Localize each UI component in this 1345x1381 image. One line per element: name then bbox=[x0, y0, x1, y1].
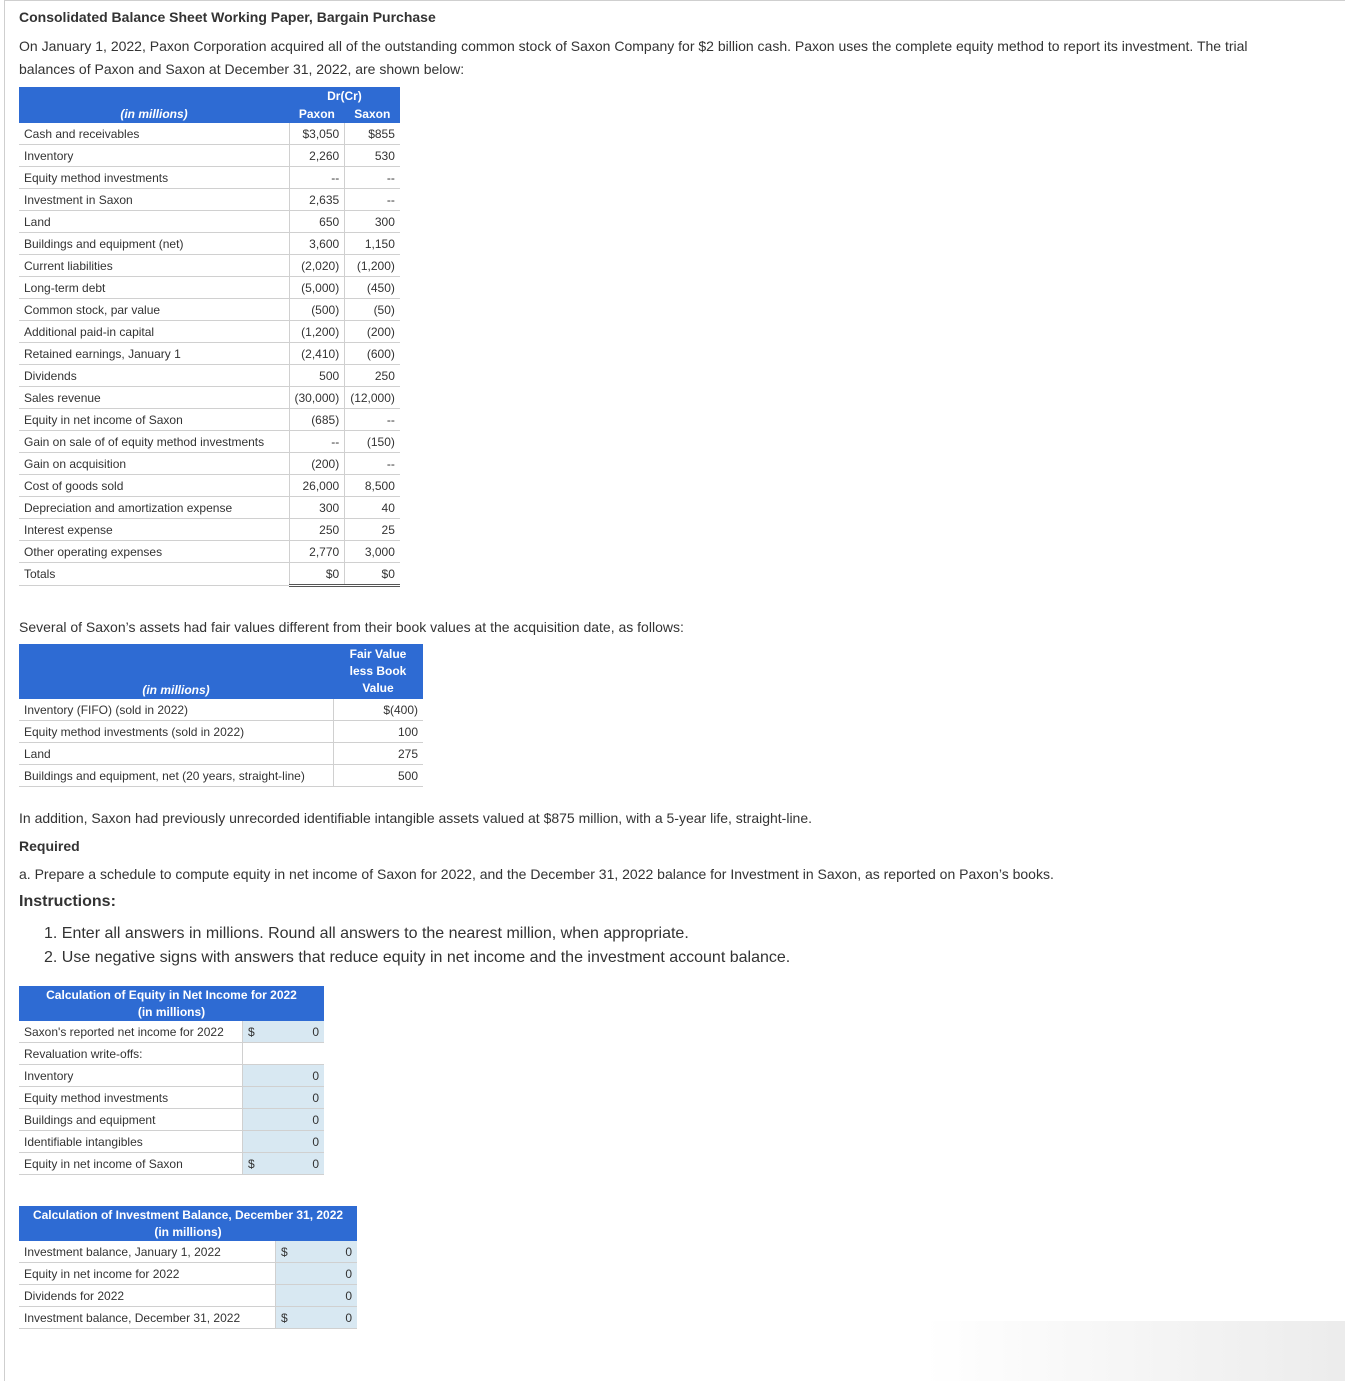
inv-currency: $ bbox=[276, 1307, 296, 1329]
eni-row-label: Saxon's reported net income for 2022 bbox=[19, 1021, 243, 1043]
inv-currency bbox=[276, 1263, 296, 1285]
trial-saxon-value: (450) bbox=[345, 277, 400, 299]
trial-saxon-value: 300 bbox=[345, 211, 400, 233]
eni-currency bbox=[243, 1065, 263, 1087]
trial-paxon-value: $3,050 bbox=[289, 123, 345, 145]
trial-saxon-value: 8,500 bbox=[345, 475, 400, 497]
inv-title: Calculation of Investment Balance, December 31, 2022 bbox=[32, 1207, 344, 1222]
trial-paxon-value: $0 bbox=[289, 563, 345, 586]
trial-row-label: Gain on sale of of equity method investments bbox=[19, 431, 289, 453]
inv-header bbox=[19, 1206, 357, 1241]
fv-header-line-3: Value bbox=[362, 681, 394, 695]
trial-row bbox=[19, 167, 400, 189]
trial-saxon-value: 3,000 bbox=[345, 541, 400, 563]
trial-row-label: Additional paid-in capital bbox=[19, 321, 289, 343]
trial-saxon-value: 250 bbox=[345, 365, 400, 387]
trial-row bbox=[19, 453, 400, 475]
eni-header bbox=[19, 986, 324, 1021]
trial-paxon-value: 500 bbox=[289, 365, 345, 387]
fv-row bbox=[19, 699, 423, 721]
inv-answer-input[interactable]: 0 bbox=[295, 1307, 357, 1329]
trial-saxon-value: (50) bbox=[345, 299, 400, 321]
trial-paxon-value: 2,635 bbox=[289, 189, 345, 211]
trial-saxon-value: 40 bbox=[345, 497, 400, 519]
trial-saxon-value: (12,000) bbox=[345, 387, 400, 409]
eni-row-label: Identifiable intangibles bbox=[19, 1131, 243, 1153]
inv-row-label: Dividends for 2022 bbox=[19, 1285, 276, 1307]
required-heading: Required bbox=[19, 838, 80, 854]
inv-row bbox=[19, 1307, 357, 1329]
trial-row bbox=[19, 541, 400, 563]
trial-balance-table bbox=[19, 87, 400, 587]
eni-row bbox=[19, 1131, 324, 1153]
eni-answer-input[interactable]: 0 bbox=[262, 1153, 324, 1175]
trial-row-label: Totals bbox=[19, 563, 289, 586]
trial-paxon-value: (500) bbox=[289, 299, 345, 321]
eni-answer-input[interactable]: 0 bbox=[262, 1021, 324, 1043]
trial-row-label: Dividends bbox=[19, 365, 289, 387]
trial-row-label: Cash and receivables bbox=[19, 123, 289, 145]
trial-paxon-value: 2,770 bbox=[289, 541, 345, 563]
eni-row-label: Equity method investments bbox=[19, 1087, 243, 1109]
trial-row-label: Inventory bbox=[19, 145, 289, 167]
eni-row bbox=[19, 1043, 324, 1065]
eni-units: (in millions) bbox=[137, 1004, 206, 1019]
trial-row bbox=[19, 519, 400, 541]
eni-answer-input[interactable]: 0 bbox=[262, 1087, 324, 1109]
trial-saxon-value: -- bbox=[345, 189, 400, 211]
trial-paxon-value: 26,000 bbox=[289, 475, 345, 497]
equity-income-table bbox=[19, 986, 324, 1175]
intangibles-text: In addition, Saxon had previously unrecorded identifiable intangible assets valued at $875 million, with a 5-year life, straight-line. bbox=[19, 810, 813, 826]
trial-row bbox=[19, 123, 400, 145]
trial-row-label: Gain on acquisition bbox=[19, 453, 289, 475]
inv-answer-input[interactable]: 0 bbox=[295, 1241, 357, 1263]
trial-paxon-value: 300 bbox=[289, 497, 345, 519]
eni-row-label: Revaluation write-offs: bbox=[19, 1043, 243, 1065]
fv-row-label: Equity method investments (sold in 2022) bbox=[19, 721, 333, 743]
trial-row bbox=[19, 497, 400, 519]
eni-row-label: Buildings and equipment bbox=[19, 1109, 243, 1131]
fv-units-header: (in millions) bbox=[142, 683, 210, 697]
inv-row bbox=[19, 1241, 357, 1263]
eni-currency: $ bbox=[243, 1021, 263, 1043]
inv-row bbox=[19, 1285, 357, 1307]
trial-paxon-value: (5,000) bbox=[289, 277, 345, 299]
trial-paxon-value: 250 bbox=[289, 519, 345, 541]
trial-saxon-value: (1,200) bbox=[345, 255, 400, 277]
eni-currency: $ bbox=[243, 1153, 263, 1175]
fv-row-label: Land bbox=[19, 743, 333, 765]
trial-paxon-value: (2,410) bbox=[289, 343, 345, 365]
eni-row-label: Inventory bbox=[19, 1065, 243, 1087]
fv-row-value: 100 bbox=[333, 721, 423, 743]
trial-row bbox=[19, 365, 400, 387]
trial-paxon-value: (2,020) bbox=[289, 255, 345, 277]
eni-currency bbox=[243, 1043, 263, 1065]
trial-paxon-value: (1,200) bbox=[289, 321, 345, 343]
fv-row-value: 275 bbox=[333, 743, 423, 765]
dr-cr-header: Dr(Cr) bbox=[327, 89, 362, 103]
instruction-1: 1. Enter all answers in millions. Round all answers to the nearest million, when appropriate. bbox=[44, 925, 689, 942]
trial-paxon-value: (30,000) bbox=[289, 387, 345, 409]
trial-saxon-value: 530 bbox=[345, 145, 400, 167]
eni-row bbox=[19, 1109, 324, 1131]
instructions-heading: Instructions: bbox=[19, 893, 116, 910]
units-header: (in millions) bbox=[120, 107, 188, 121]
trial-row-label: Other operating expenses bbox=[19, 541, 289, 563]
requirement-a: a. Prepare a schedule to compute equity in net income of Saxon for 2022, and the December 31, 2022 balance for Investment in Saxon, as reported on Paxon’s books. bbox=[19, 866, 1054, 882]
paxon-header: Paxon bbox=[298, 107, 335, 121]
trial-row bbox=[19, 277, 400, 299]
trial-row bbox=[19, 189, 400, 211]
trial-paxon-value: (200) bbox=[289, 453, 345, 475]
trial-paxon-value: -- bbox=[289, 167, 345, 189]
trial-paxon-value: 2,260 bbox=[289, 145, 345, 167]
eni-row bbox=[19, 1153, 324, 1175]
inv-answer-input[interactable]: 0 bbox=[295, 1263, 357, 1285]
fv-row bbox=[19, 743, 423, 765]
trial-row-label: Land bbox=[19, 211, 289, 233]
trial-saxon-value: -- bbox=[345, 453, 400, 475]
trial-paxon-value: 650 bbox=[289, 211, 345, 233]
saxon-header: Saxon bbox=[354, 107, 391, 121]
trial-row-label: Current liabilities bbox=[19, 255, 289, 277]
trial-row bbox=[19, 431, 400, 453]
trial-paxon-value: -- bbox=[289, 431, 345, 453]
trial-row-label: Retained earnings, January 1 bbox=[19, 343, 289, 365]
fv-row bbox=[19, 765, 423, 787]
trial-row bbox=[19, 475, 400, 497]
page-shadow bbox=[925, 1321, 1345, 1381]
trial-row bbox=[19, 387, 400, 409]
inv-row-label: Investment balance, January 1, 2022 bbox=[19, 1241, 276, 1263]
eni-answer-input bbox=[262, 1043, 324, 1065]
eni-row bbox=[19, 1021, 324, 1043]
inv-answer-input[interactable]: 0 bbox=[295, 1285, 357, 1307]
trial-row bbox=[19, 233, 400, 255]
trial-row bbox=[19, 409, 400, 431]
fair-value-table bbox=[19, 644, 423, 787]
trial-saxon-value: 1,150 bbox=[345, 233, 400, 255]
investment-balance-table bbox=[19, 1206, 357, 1329]
trial-row-label: Common stock, par value bbox=[19, 299, 289, 321]
trial-paxon-value: (685) bbox=[289, 409, 345, 431]
eni-row-label: Equity in net income of Saxon bbox=[19, 1153, 243, 1175]
inv-units: (in millions) bbox=[154, 1224, 222, 1239]
inv-row-label: Investment balance, December 31, 2022 bbox=[19, 1307, 276, 1329]
trial-saxon-value: (600) bbox=[345, 343, 400, 365]
trial-row-label: Investment in Saxon bbox=[19, 189, 289, 211]
intro-paragraph bbox=[19, 35, 1329, 81]
eni-answer-input[interactable]: 0 bbox=[262, 1065, 324, 1087]
trial-row-label: Buildings and equipment (net) bbox=[19, 233, 289, 255]
fv-row-value: 500 bbox=[333, 765, 423, 787]
eni-currency bbox=[243, 1131, 263, 1153]
trial-row bbox=[19, 145, 400, 167]
fv-row bbox=[19, 721, 423, 743]
trial-saxon-value: (200) bbox=[345, 321, 400, 343]
fv-row-label: Buildings and equipment, net (20 years, straight-line) bbox=[19, 765, 333, 787]
trial-row bbox=[19, 299, 400, 321]
fv-row-value: $(400) bbox=[333, 699, 423, 721]
fv-header-line-1: Fair Value bbox=[349, 647, 407, 661]
fv-value-header bbox=[333, 644, 423, 699]
eni-answer-input[interactable]: 0 bbox=[262, 1131, 324, 1153]
inv-currency: $ bbox=[276, 1241, 296, 1263]
instructions-list bbox=[44, 922, 790, 970]
eni-title: Calculation of Equity in Net Income for 2022 bbox=[46, 987, 297, 1002]
trial-row-label: Cost of goods sold bbox=[19, 475, 289, 497]
fair-value-intro: Several of Saxon’s assets had fair values different from their book values at the acquisition date, as follows: bbox=[19, 619, 684, 635]
inv-currency bbox=[276, 1285, 296, 1307]
trial-row bbox=[19, 255, 400, 277]
page-title: Consolidated Balance Sheet Working Paper, Bargain Purchase bbox=[19, 9, 436, 25]
trial-saxon-value: -- bbox=[345, 409, 400, 431]
trial-saxon-value: 25 bbox=[345, 519, 400, 541]
eni-answer-input[interactable]: 0 bbox=[262, 1109, 324, 1131]
trial-row-label: Equity method investments bbox=[19, 167, 289, 189]
trial-saxon-value: $0 bbox=[345, 563, 400, 586]
instruction-2: 2. Use negative signs with answers that reduce equity in net income and the investment account balance. bbox=[44, 949, 791, 966]
intro-line-1: On January 1, 2022, Paxon Corporation acquired all of the outstanding common stock of Saxon Company for $2 billion cash. Paxon uses the complete equity method to report its investment. The trial bbox=[19, 38, 1248, 54]
trial-row bbox=[19, 343, 400, 365]
eni-currency bbox=[243, 1087, 263, 1109]
eni-row bbox=[19, 1087, 324, 1109]
eni-row bbox=[19, 1065, 324, 1087]
trial-saxon-value: $855 bbox=[345, 123, 400, 145]
intro-line-2: balances of Paxon and Saxon at December 31, 2022, are shown below: bbox=[19, 61, 465, 77]
trial-row-label: Long-term debt bbox=[19, 277, 289, 299]
trial-saxon-value: (150) bbox=[345, 431, 400, 453]
trial-row bbox=[19, 321, 400, 343]
fv-header-line-2: less Book bbox=[349, 664, 407, 678]
trial-row-label: Interest expense bbox=[19, 519, 289, 541]
eni-currency bbox=[243, 1109, 263, 1131]
trial-row bbox=[19, 211, 400, 233]
trial-row-label: Depreciation and amortization expense bbox=[19, 497, 289, 519]
inv-row bbox=[19, 1263, 357, 1285]
fv-row-label: Inventory (FIFO) (sold in 2022) bbox=[19, 699, 333, 721]
trial-row bbox=[19, 563, 400, 586]
trial-paxon-value: 3,600 bbox=[289, 233, 345, 255]
trial-row-label: Sales revenue bbox=[19, 387, 289, 409]
trial-row-label: Equity in net income of Saxon bbox=[19, 409, 289, 431]
inv-row-label: Equity in net income for 2022 bbox=[19, 1263, 276, 1285]
trial-saxon-value: -- bbox=[345, 167, 400, 189]
